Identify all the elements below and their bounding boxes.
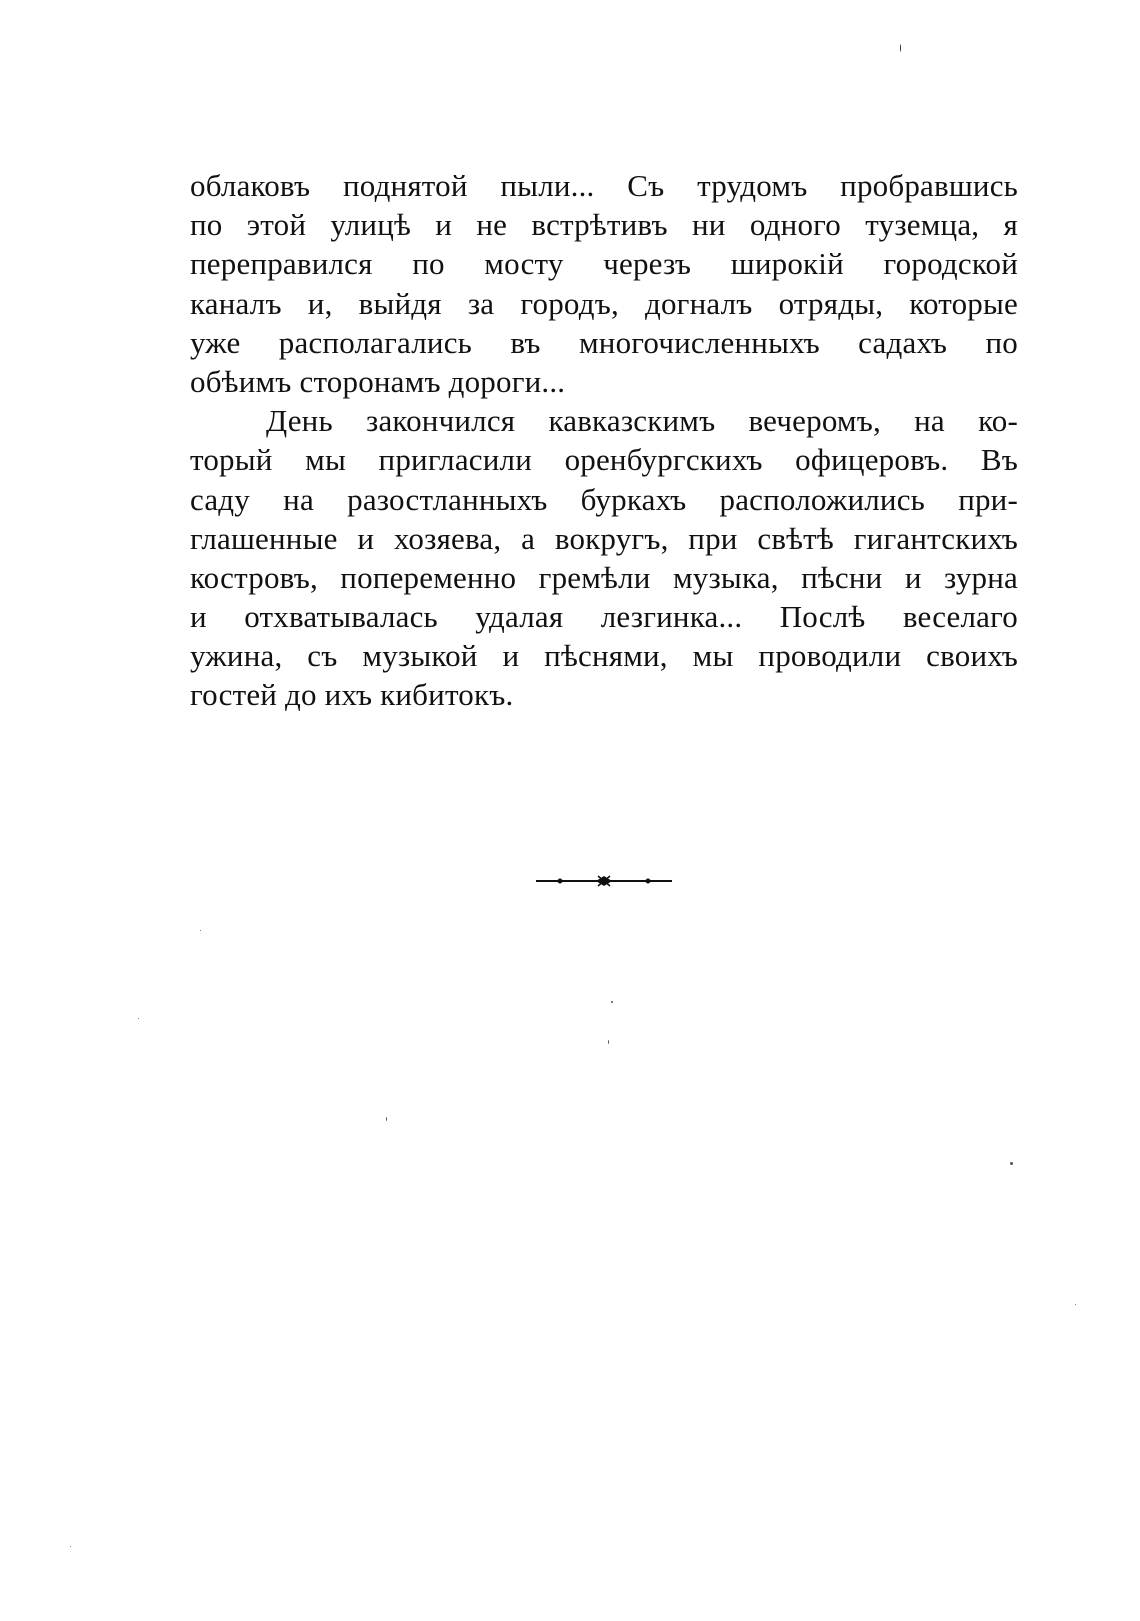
separator-ornament-icon bbox=[536, 874, 672, 888]
body-text bbox=[190, 166, 1018, 715]
text-line: обѣимъ сторонамъ дороги... bbox=[190, 363, 566, 399]
text-line: ужина, съ музыкой и пѣснями, мы проводили своихъ bbox=[190, 638, 1018, 674]
text-line: глашенные и хозяева, а вокругъ, при свѣтѣ гигантскихъ bbox=[190, 520, 1018, 556]
text-line: уже располагались въ многочисленныхъ садахъ по bbox=[190, 324, 1018, 360]
paper-speck bbox=[900, 44, 901, 52]
paper-speck bbox=[386, 1117, 387, 1121]
paper-speck bbox=[70, 1546, 71, 1547]
text-line: костровъ, попеременно гремѣли музыка, пѣсни и зурна bbox=[190, 559, 1018, 595]
paper-speck bbox=[1075, 1304, 1076, 1305]
paragraph-1 bbox=[190, 166, 1018, 401]
text-line: переправился по мосту черезъ широкій городской bbox=[190, 246, 1018, 282]
paper-speck bbox=[611, 1001, 613, 1003]
text-line: День закончился кавказскимъ вечеромъ, на ко- bbox=[266, 403, 1018, 439]
text-line: каналъ и, выйдя за городъ, догналъ отряды, которые bbox=[190, 285, 1018, 321]
text-line: и отхватывалась удалая лезгинка... Послѣ веселаго bbox=[190, 599, 1018, 635]
text-line: по этой улицѣ и не встрѣтивъ ни одного туземца, я bbox=[190, 207, 1018, 243]
paragraph-2 bbox=[190, 401, 1018, 715]
paper-speck bbox=[200, 930, 201, 931]
paper-speck bbox=[608, 1040, 609, 1044]
text-line: саду на разостланныхъ буркахъ расположились при- bbox=[190, 481, 1018, 517]
text-line: гостей до ихъ кибитокъ. bbox=[190, 677, 514, 713]
text-line: облаковъ поднятой пыли... Съ трудомъ пробравшись bbox=[190, 168, 1018, 203]
paper-speck bbox=[138, 1018, 139, 1019]
paper-speck bbox=[1010, 1162, 1013, 1165]
text-line: торый мы пригласили оренбургскихъ офицеровъ. Въ bbox=[190, 442, 1018, 478]
